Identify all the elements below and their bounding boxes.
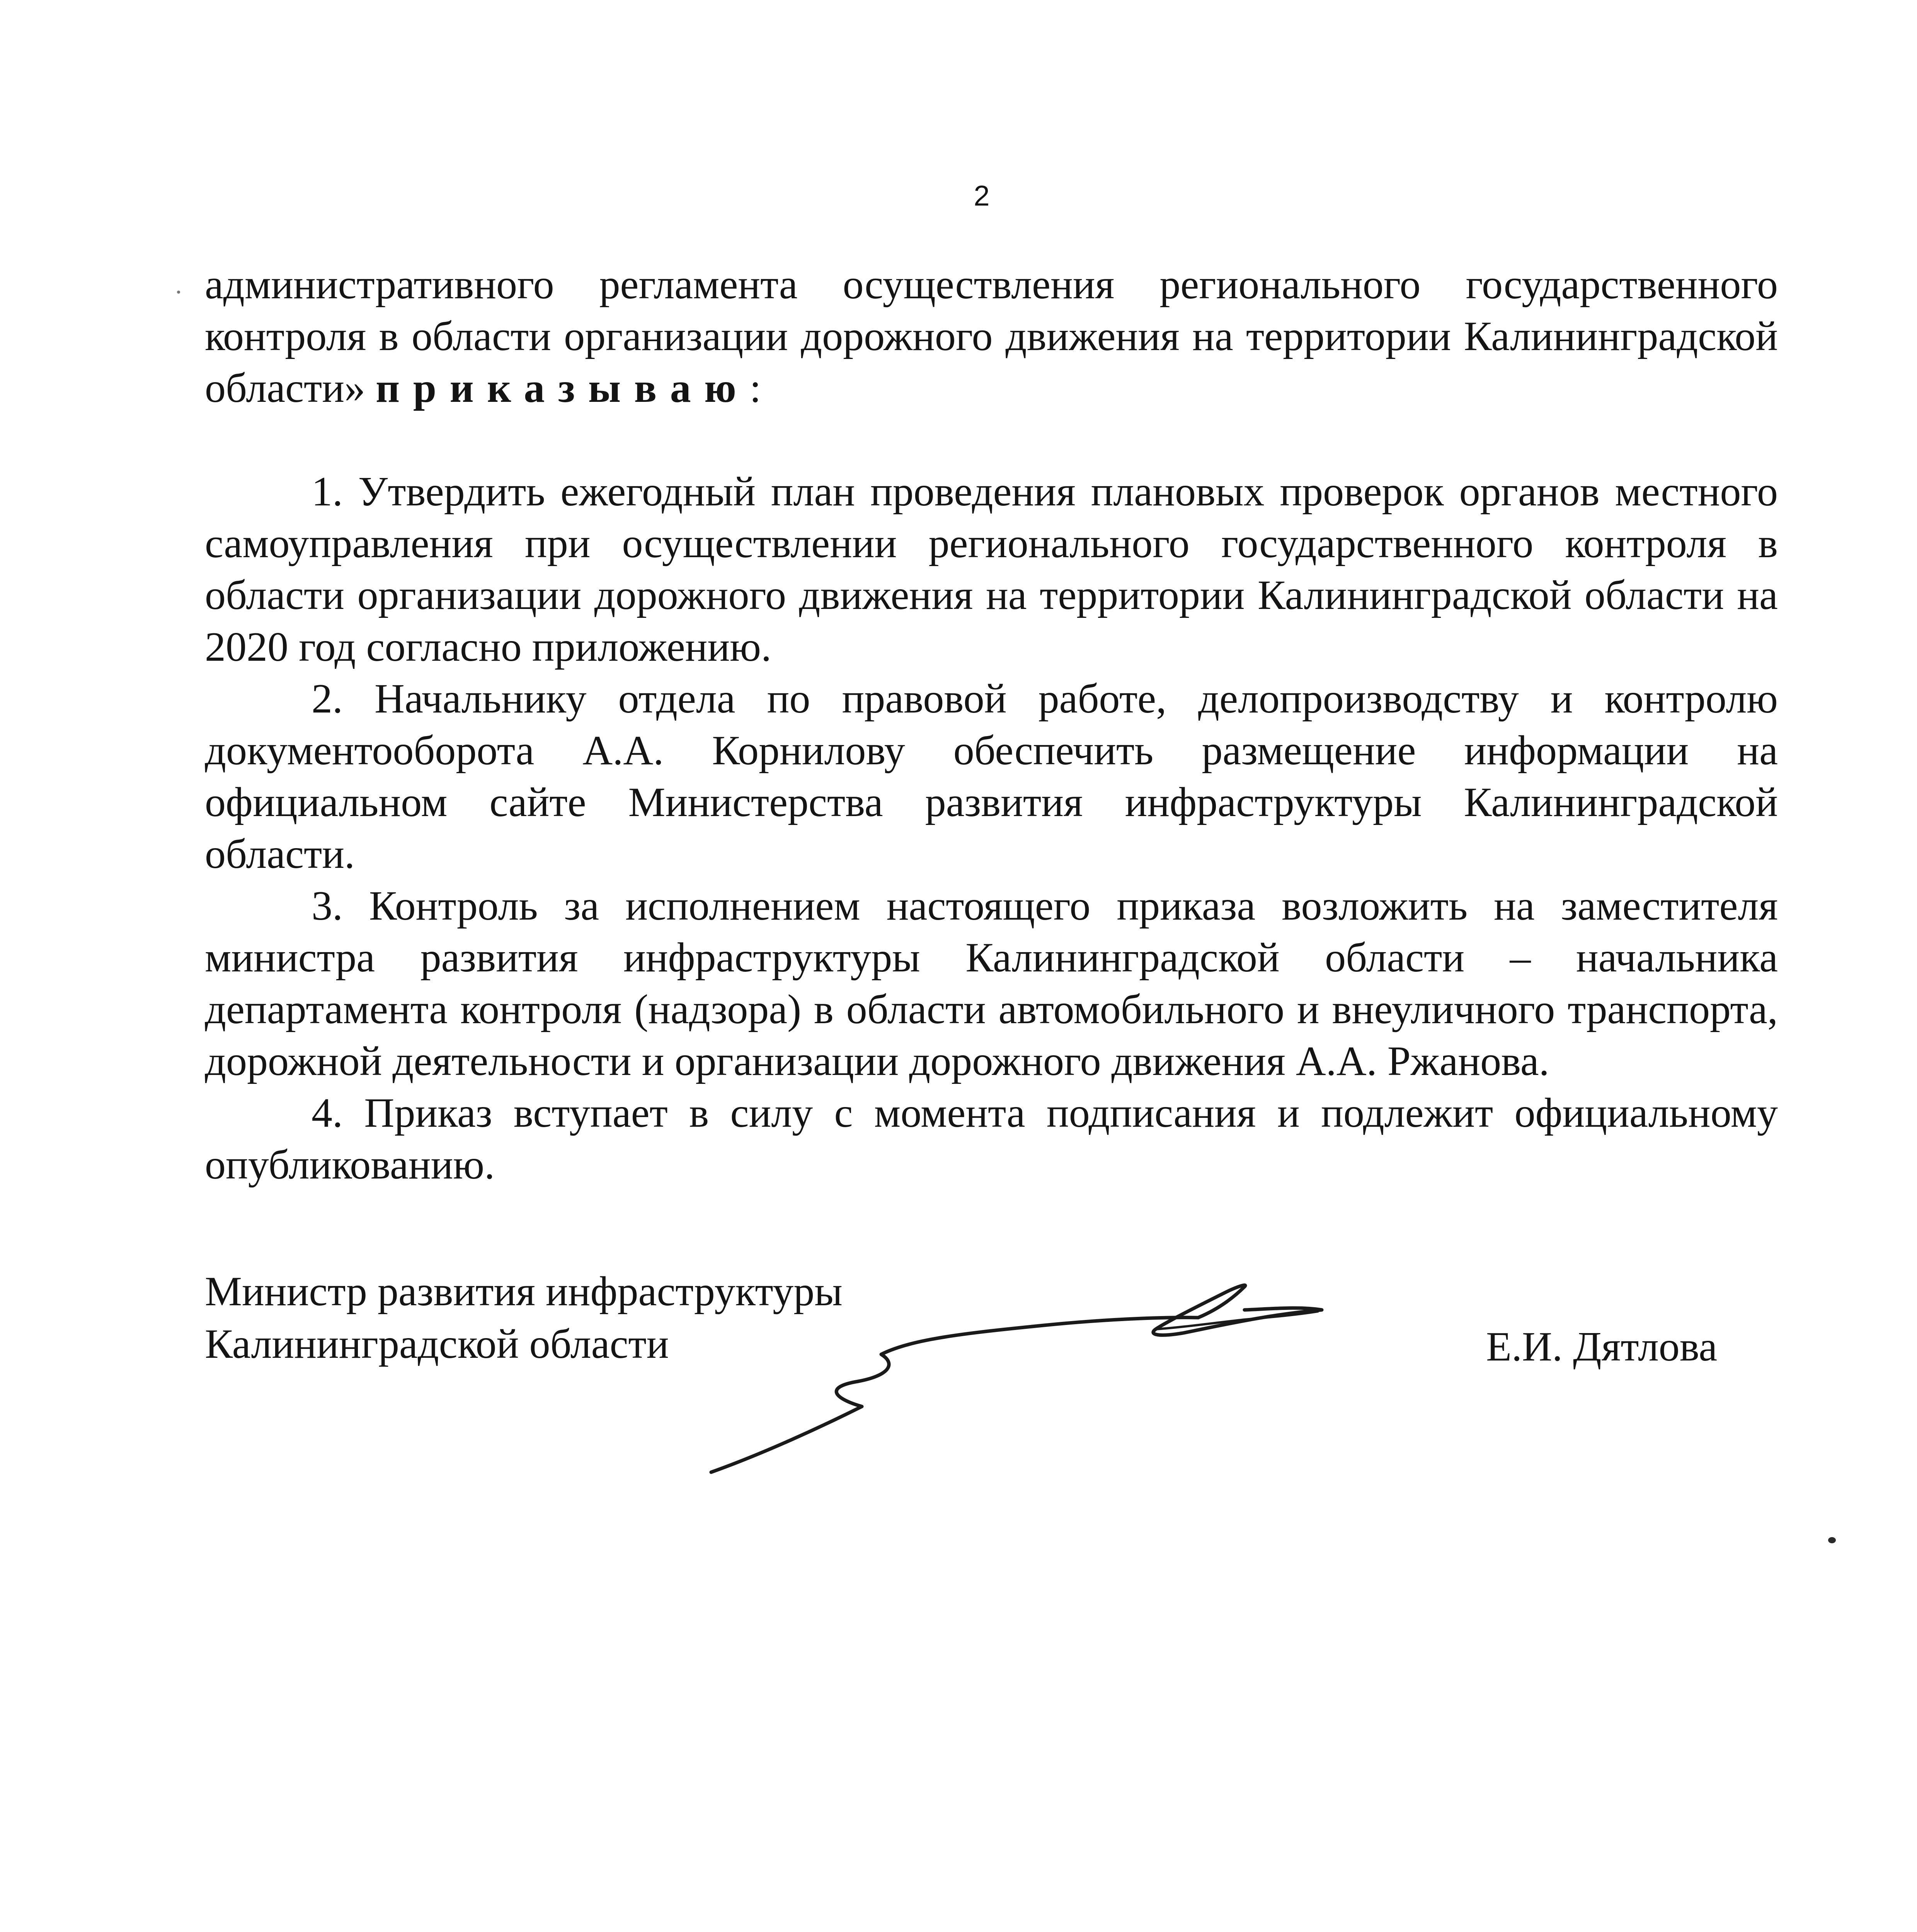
paragraph-spacer: [205, 414, 1778, 466]
order-item-3: 3. Контроль за исполнением настоящего приказа возложить на заместителя министра развития инфраструктуры Калининградской области – начальника департамента контроля (надзора) в области автомобильного и внеуличного транспорта, дорожной деятельности и организации дорожного движения А.А. Ржанова.: [205, 883, 1778, 1084]
handwritten-signature: [696, 1271, 1372, 1488]
scan-speck: [1828, 1537, 1836, 1543]
position-line-1: Министр развития инфраструктуры: [205, 1269, 843, 1315]
signatory-name: Е.И. Дятлова: [1486, 1324, 1718, 1370]
intro-paragraph: [205, 259, 1778, 414]
order-item-1: 1. Утвердить ежегодный план проведения плановых проверок органов местного самоуправления при осуществлении регионального государственного контроля в области организации дорожного движения на территории Калининградской области на 2020 год согласно приложению.: [205, 469, 1778, 670]
position-line-2: Калининградской области: [205, 1321, 669, 1367]
order-item-2: 2. Начальнику отдела по правовой работе, делопроизводству и контролю документооборота А.А. Корнилову обеспечить размещение информации на официальном сайте Министерства развития инфраструктуры Калининградской области.: [205, 676, 1778, 877]
intro-text: административного регламента осуществления регионального государственного контроля в области организации дорожного движения на территории Калининградской области»: [205, 262, 1778, 411]
intro-colon: :: [749, 365, 761, 411]
scan-speck: [177, 291, 180, 294]
page-number: 2: [974, 180, 990, 212]
document-body: [205, 259, 1778, 1191]
order-word: приказываю: [376, 365, 750, 411]
order-item-4: 4. Приказ вступает в силу с момента подписания и подлежит официальному опубликованию.: [205, 1090, 1778, 1188]
